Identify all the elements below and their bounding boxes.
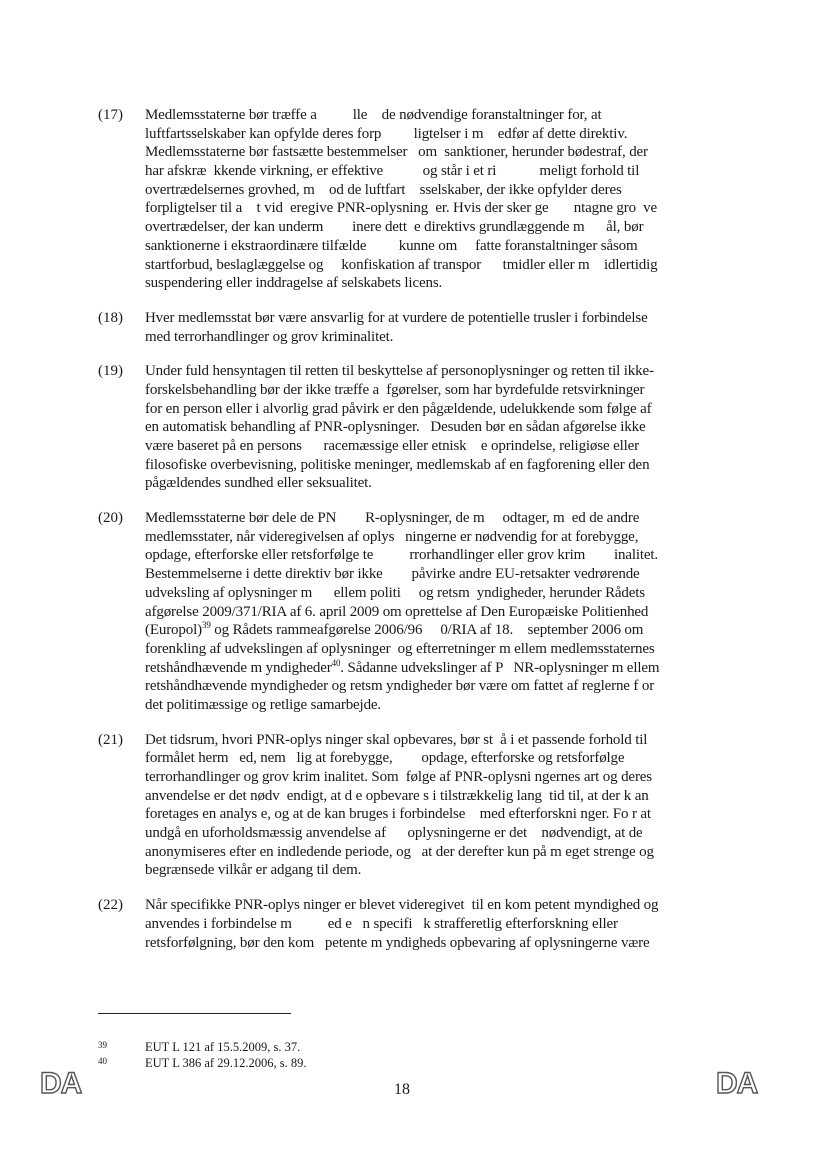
footnote-reference[interactable]: 39 [201, 620, 211, 631]
text-line: udveksling af oplysninger m ellem politi og retsm yndigheder, herunder Rådets [145, 584, 645, 601]
recital-text [145, 362, 758, 493]
text-line: suspendering eller inddragelse af selskabets licens. [145, 275, 443, 292]
text-line: forpligtelser til a t vid eregive PNR-oplysning er. Hvis der sker ge ntagne gro ve [145, 200, 658, 217]
text-line [145, 621, 758, 640]
text-line: formålet herm ed, nem lig at forebygge, opdage, efterforske og retsforfølge [145, 750, 625, 767]
text-line: det politimæssige og retlige samarbejde. [145, 696, 382, 713]
text-line: startforbud, beslaglæggelse og konfiskation af transpor tmidler eller m idlertidig [145, 256, 658, 273]
text-line: anvendes i forbindelse m ed e n specifi k strafferetlig efterforskning eller [145, 915, 618, 932]
text-segment: (Europol) [145, 622, 202, 639]
recital-number: (22) [98, 897, 123, 914]
text-line: medlemsstater, når videregivelsen af oplys ningerne er nødvendig for at forebygge, [145, 528, 639, 545]
page-number: 18 [394, 1081, 410, 1098]
text-line: foretages en analys e, og at de kan bruges i forbindelse med efterforskni nger. Fo r at [145, 806, 651, 823]
text-line: luftfartsselskaber kan opfylde deres forp ligtelser i m edfør af dette direktiv. [145, 125, 628, 142]
text-line: overtrædelser, der kan underm inere dett e direktivs grundlæggende m ål, bør [145, 219, 644, 236]
recital-number: (17) [98, 107, 123, 123]
text-line: Når specifikke PNR-oplys ninger er blevet videregivet til en kom petent myndighed og [145, 897, 659, 914]
language-mark-right: DA [716, 1067, 758, 1100]
text-line: forenkling af udvekslingen af oplysninger og efterretninger m ellem medlemsstaternes [145, 640, 655, 657]
recital-paragraph [98, 731, 758, 881]
recital-number: (19) [98, 363, 123, 380]
recital-text [145, 309, 758, 346]
text-line: overtrædelsernes grovhed, m od de luftfart sselskaber, der ikke opfylder deres [145, 181, 622, 198]
footnote [98, 1056, 498, 1071]
text-line: anonymiseres efter en indledende periode, og at der derefter kun på m eget strenge og [145, 843, 654, 860]
text-line: opdage, efterforske eller retsforfølge te rrorhandlinger eller grov krim inalitet. [145, 547, 659, 564]
text-line: Det tidsrum, hvori PNR-oplys ninger skal opbevares, bør st å i et passende forhold til [145, 731, 648, 748]
text-line [145, 659, 758, 678]
footnote-number: 39 [98, 1040, 107, 1050]
text-line: begrænsede vilkår er adgang til dem. [145, 862, 362, 879]
text-line: med terrorhandlinger og grov kriminalitet. [145, 328, 394, 345]
text-segment: . Sådanne udvekslinger af P NR-oplysninger m ellem [340, 659, 660, 676]
recital-text [145, 509, 758, 715]
text-line: sanktionerne i ekstraordinære tilfælde kunne om fatte foranstaltninger såsom [145, 237, 638, 254]
footnote-text: EUT L 386 af 29.12.2006, s. 89. [145, 1056, 307, 1070]
recital-number: (20) [98, 510, 123, 527]
footnote-reference[interactable]: 40 [331, 657, 341, 668]
text-line: undgå en uforholdsmæssig anvendelse af oplysningerne er det nødvendigt, at de [145, 825, 643, 842]
footnote-text: EUT L 121 af 15.5.2009, s. 37. [145, 1040, 301, 1054]
text-line: for en person eller i alvorlig grad påvirk er den pågældende, udelukkende som følge af [145, 400, 652, 417]
text-line: retsforfølgning, bør den kom petente m yndigheds opbevaring af oplysningerne være [145, 934, 650, 951]
recital-text [145, 731, 758, 881]
text-line: Under fuld hensyntagen til retten til beskyttelse af personoplysninger og retten til ikke- [145, 363, 654, 380]
text-line: forskelsbehandling bør der ikke træffe a fgørelser, som har byrdefulde retsvirkninger [145, 381, 645, 398]
recital-paragraph [98, 509, 758, 715]
recital-paragraph [98, 896, 758, 952]
text-line: anvendelse er det nødv endigt, at d e opbevare s i tilstrækkelig lang tid til, at der k an [145, 787, 649, 804]
document-body [98, 106, 758, 968]
text-segment: retshåndhævende m yndigheder [145, 659, 332, 676]
text-line: har afskræ kkende virkning, er effektive og står i et ri meligt forhold til [145, 163, 640, 180]
text-line: være baseret på en persons racemæssige eller etnisk e oprindelse, religiøse eller [145, 438, 639, 454]
text-line: Medlemsstaterne bør træffe a lle de nødvendige foranstaltninger for, at [145, 107, 602, 123]
text-line: Hver medlemsstat bør være ansvarlig for at vurdere de potentielle trusler i forbindelse [145, 309, 648, 326]
text-line: retshåndhævende myndigheder og retsm yndigheder bør være om fattet af reglerne f or [145, 678, 655, 695]
recital-paragraph [98, 362, 758, 493]
recital-text [145, 106, 758, 293]
text-line: Bestemmelserne i dette direktiv bør ikke påvirke andre EU-retsakter vedrørende [145, 566, 640, 583]
text-line: en automatisk behandling af PNR-oplysninger. Desuden bør en sådan afgørelse ikke [145, 419, 646, 436]
recital-number: (18) [98, 309, 123, 326]
text-line: Medlemsstaterne bør fastsætte bestemmelser om sanktioner, herunder bødestraf, der [145, 144, 648, 161]
recital-paragraph [98, 309, 758, 346]
recital-number: (21) [98, 731, 123, 748]
text-line: filosofiske overbevisning, politiske meninger, medlemskab af en fagforening eller den [145, 456, 650, 473]
text-line: pågældendes sundhed eller seksualitet. [145, 475, 372, 492]
text-line: afgørelse 2009/371/RIA af 6. april 2009 om oprettelse af Den Europæiske Politienhed [145, 603, 649, 620]
footnote-divider [98, 1013, 291, 1014]
footnote-number: 40 [98, 1056, 107, 1066]
language-mark-left: DA [40, 1067, 82, 1100]
text-line: Medlemsstaterne bør dele de PN R-oplysninger, de m odtager, m ed de andre [145, 510, 640, 527]
footnote [98, 1040, 498, 1055]
recital-text [145, 896, 758, 952]
text-segment: og Rådets rammeafgørelse 2006/96 0/RIA af 18. september 2006 om [210, 622, 644, 639]
text-line: terrorhandlinger og grov krim inalitet. Som følge af PNR-oplysni ngernes art og deres [145, 769, 652, 785]
recital-paragraph [98, 106, 758, 293]
